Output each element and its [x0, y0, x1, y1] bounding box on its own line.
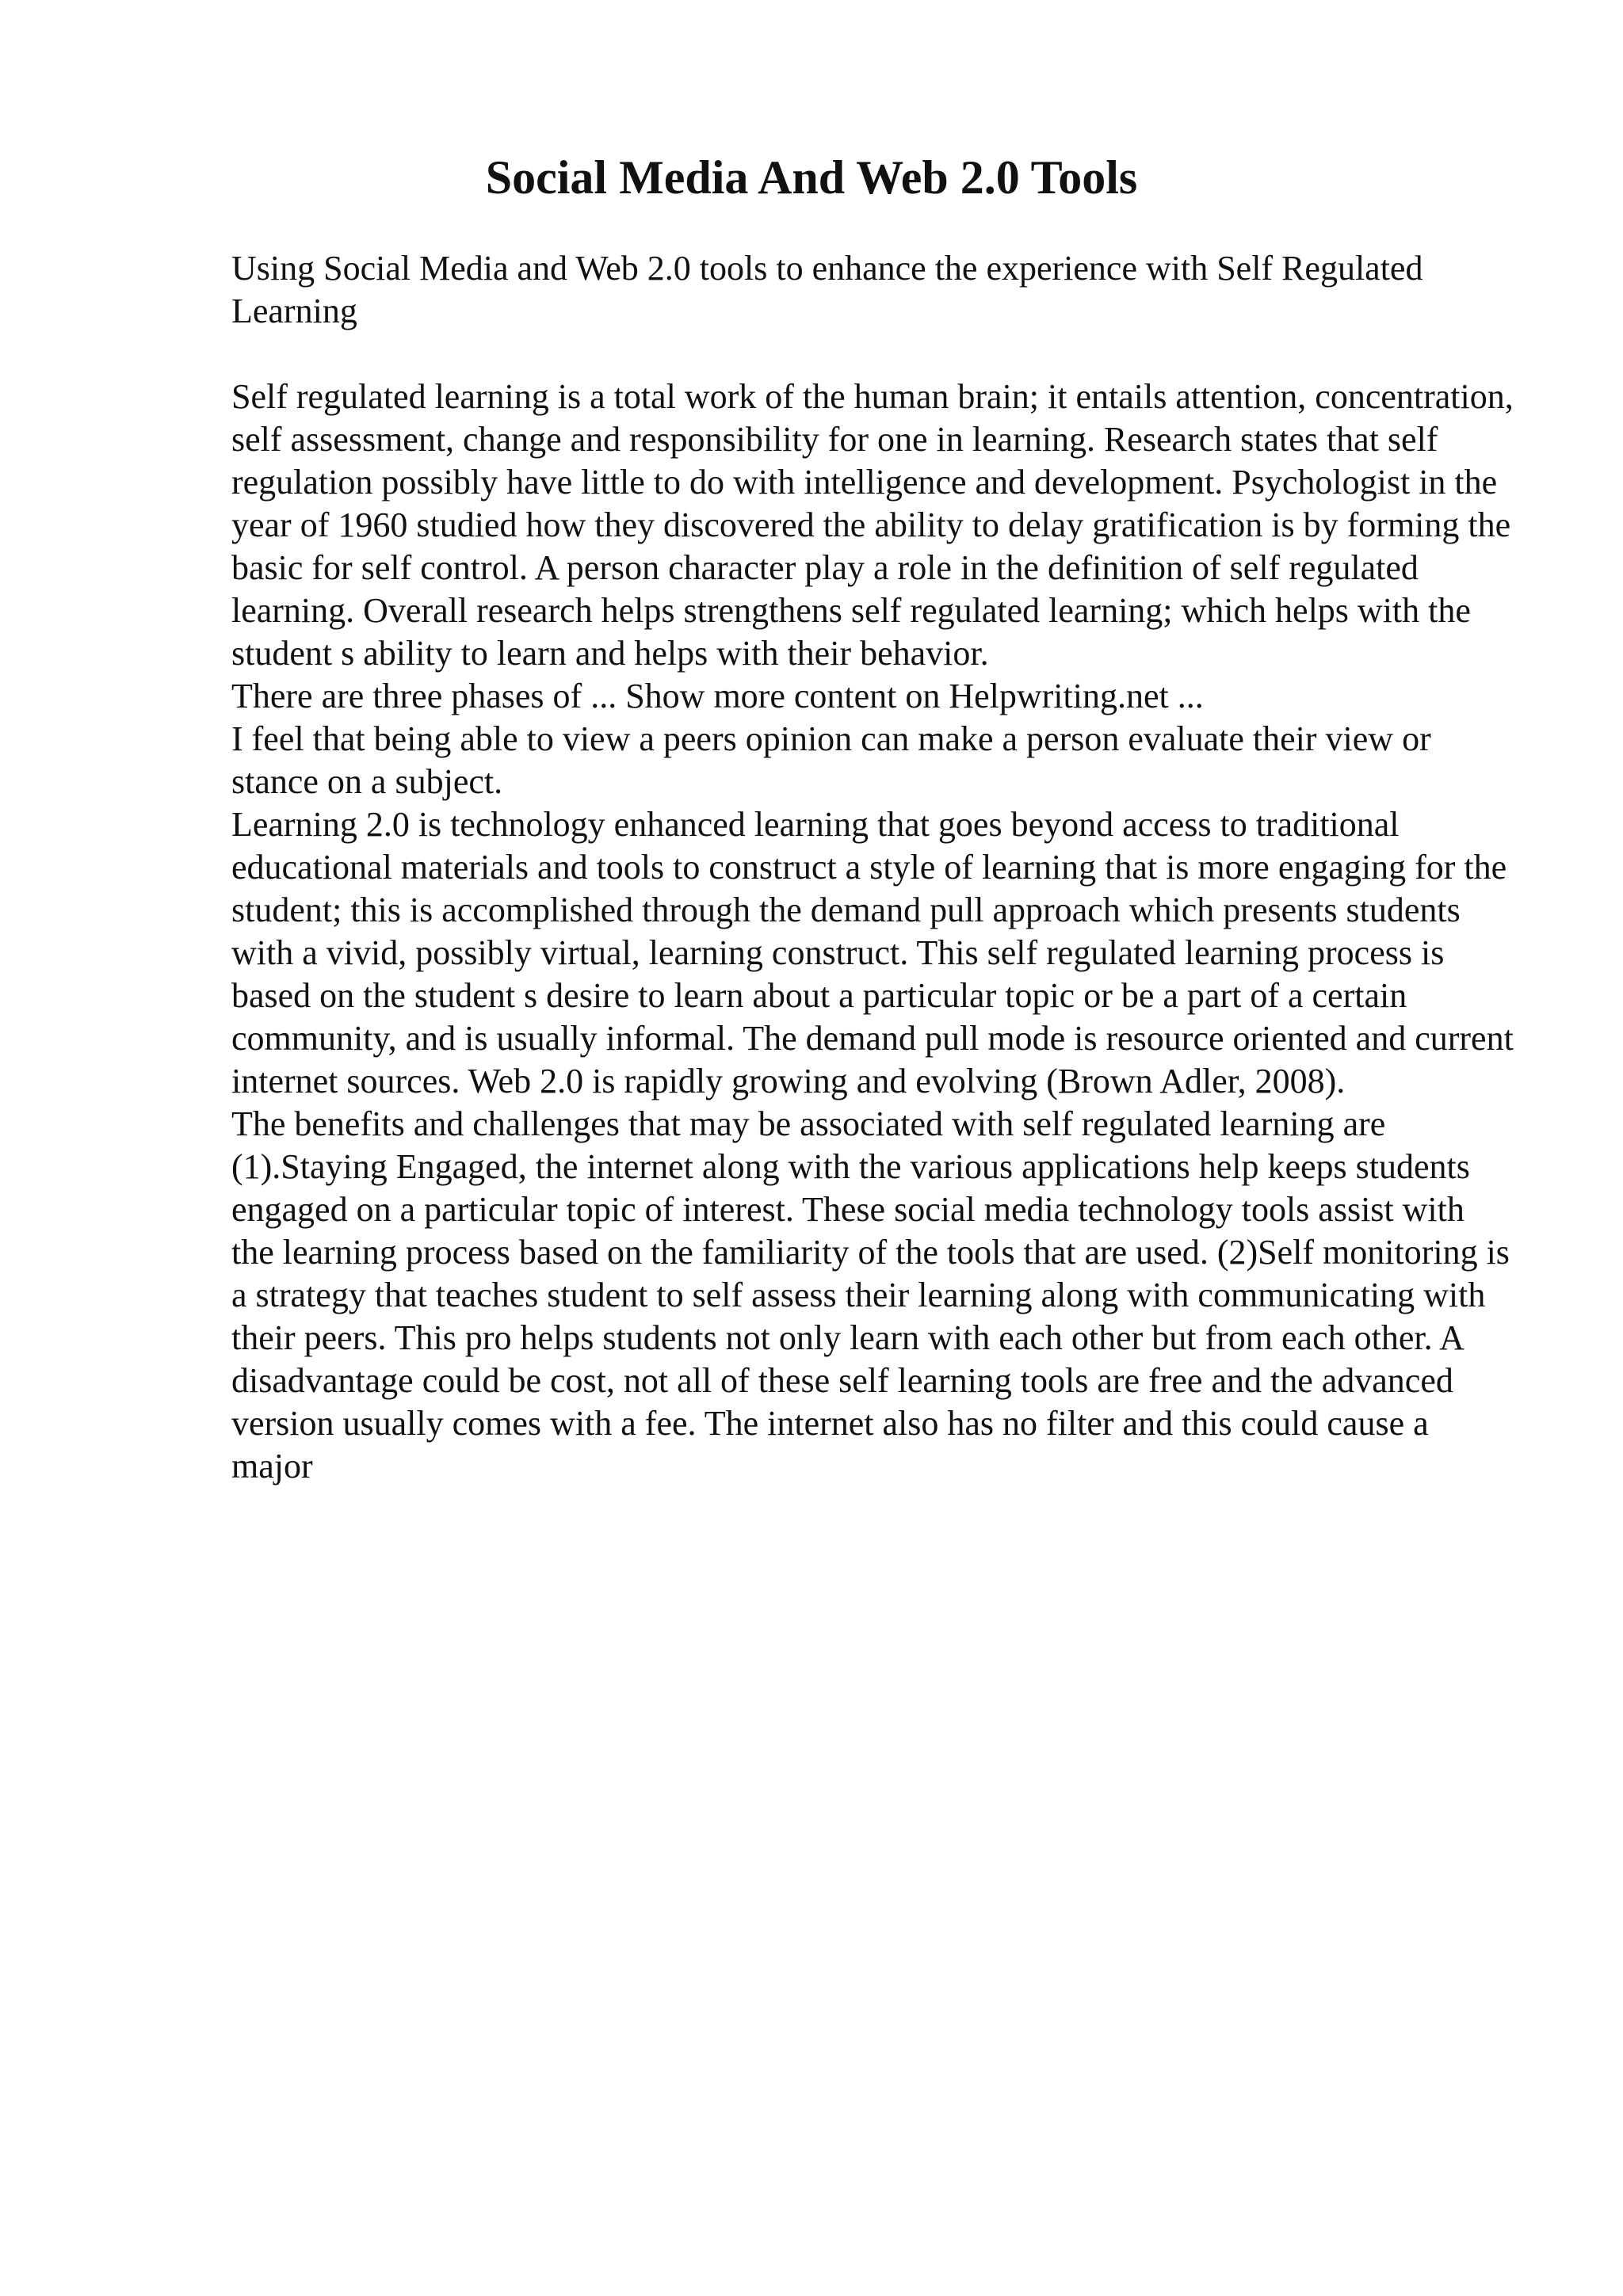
document-subtitle: Using Social Media and Web 2.0 tools to enhance the experience with Self Regulated Learning	[231, 249, 1423, 330]
paragraph-three-phases: There are three phases of ... Show more content on Helpwriting.net ...	[231, 677, 1204, 715]
document-body	[231, 247, 1515, 1488]
paragraph-self-regulated-learning: Self regulated learning is a total work of the human brain; it entails attention, concentration, self assessment, change and responsibility for one in learning. Research states that self regulation possibly have little to do with intelligence and development. Psychologist in the year of 1960 studied how they discovered the ability to delay gratification is by forming the basic for self control. A person character play a role in the definition of self regulated learning. Overall research helps strengthens self regulated learning; which helps with the student s ability to learn and helps with their behavior.	[231, 377, 1514, 673]
paragraph-peers-opinion: I feel that being able to view a peers opinion can make a person evaluate their view or stance on a subject.	[231, 719, 1431, 801]
paragraph-benefits-challenges: The benefits and challenges that may be associated with self regulated learning are (1).Staying Engaged, the internet along with the various applications help keeps students engaged on a particular topic of interest. These social media technology tools assist with the learning process based on the familiarity of the tools that are used. (2)Self monitoring is a strategy that teaches student to self assess their learning along with communicating with their peers. This pro helps students not only learn with each other but from each other. A disadvantage could be cost, not all of these self learning tools are free and the advanced version usually comes with a fee. The internet also has no filter and this could cause a major	[231, 1104, 1510, 1486]
document-title: Social Media And Web 2.0 Tools	[485, 151, 1138, 204]
paragraph-learning-2-0: Learning 2.0 is technology enhanced learning that goes beyond access to traditional educational materials and tools to construct a style of learning that is more engaging for the student; this is accomplished through the demand pull approach which presents students with a vivid, possibly virtual, learning construct. This self regulated learning process is based on the student s desire to learn about a particular topic or be a part of a certain community, and is usually informal. The demand pull mode is resource oriented and current internet sources. Web 2.0 is rapidly growing and evolving (Brown Adler, 2008).	[231, 805, 1514, 1100]
